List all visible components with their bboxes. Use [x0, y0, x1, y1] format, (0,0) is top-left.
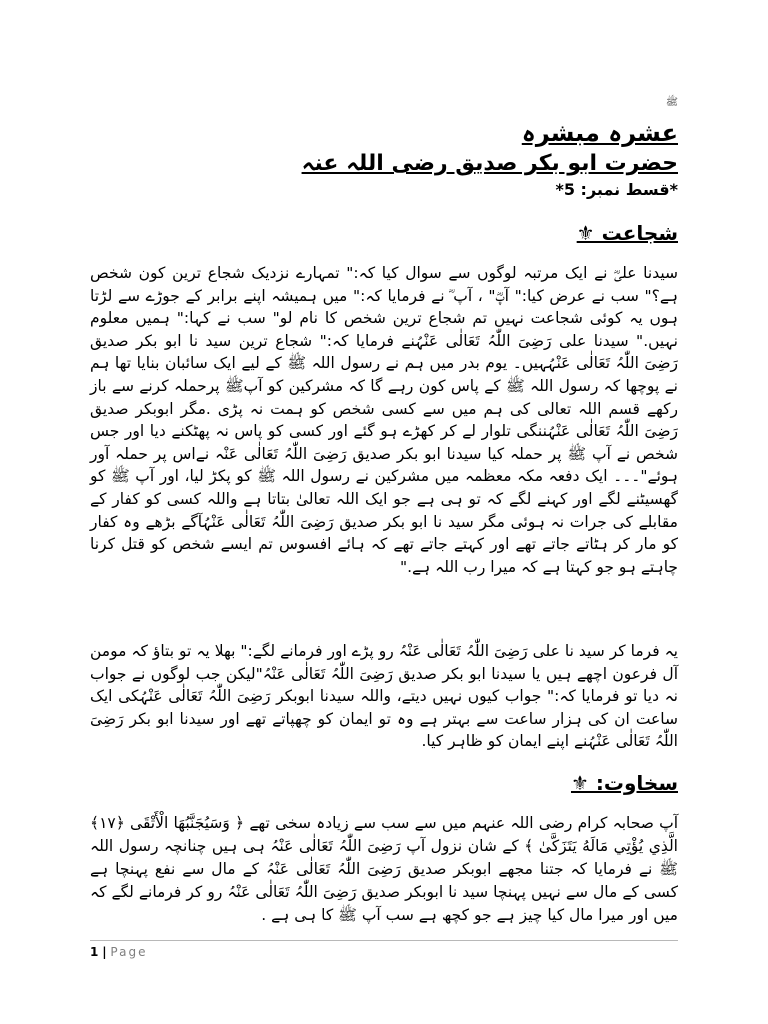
page-footer [90, 940, 678, 959]
bravery-paragraph-2: یہ فرما کر سید نا علی رَضِیَ اللّٰہُ تَعَالٰی عَنْہُ رو پڑے اور فرمانے لگے:" بھلا یہ تو بتاؤ کہ مومن آل فرعون اچھے ہیں یا سیدنا ابو بکر صدیق رَضِیَ اللّٰہُ تَعَالٰی عَنْہُ"لیکن جب لوگوں نے جواب نہ دیا تو فرمایا کہ:" جواب کیوں نہیں دیتے، واللہ سیدنا ابوبکر رَضِیَ اللّٰہُ تَعَالٰی عَنْہُکی ایک ساعت ان کی ہزار ساعت سے بہتر ہے وہ تو ایمان کو چھپاتے تھے اور سیدنا ابو بکر رَضِیَ اللّٰہُ تَعَالٰی عَنْہُنے اپنے ایمان کو ظاہر کیا. [90, 642, 678, 751]
episode-number: *قسط نمبر: 5* [555, 180, 678, 199]
honorific-glyph: ﷺ [665, 97, 678, 108]
document-subtitle: حضرت ابو بکر صدیق رضی اللہ عنہ [301, 151, 678, 176]
section-heading-generosity: سخاوت: ⚜ [570, 771, 678, 795]
document-title: عشرہ مبشرہ [521, 119, 678, 147]
footer-separator: | [102, 945, 107, 959]
section-heading-bravery: شجاعت ⚜ [576, 221, 678, 245]
generosity-paragraph-1: آپ صحابہ کرام رضی اللہ عنہم میں سے سب سے زیادہ سخی تھے ﴿ وَسَيُجَنَّبُهَا الْأَتْقَى ‎﴿١٧﴾‏ الَّذِي يُؤْتِي مَالَهُ يَتَزَكَّىٰ ﴾ کے شان نزول آپ رَضِیَ اللّٰہُ تَعَالٰی عَنْہُ ہی ہیں چنانچہ رسول اللہ ﷺ نے فرمایا کہ جتنا مجھے ابوبکر صدیق رَضِیَ اللّٰہُ تَعَالٰی عَنْہُ کے مال سے نفع پہنچا ہے کسی کے مال سے نہیں پہنچا سید نا ابوبکر صدیق رَضِیَ اللّٰہُ تَعَالٰی عَنْہُ رو کر فرمانے لگے کہ میں اور میرا مال کیا چیز ہے جو کچھ ہے سب آپ ﷺ کا ہی ہے . [90, 814, 678, 924]
bravery-paragraph-1: سیدنا علیؓ نے ایک مرتبہ لوگوں سے سوال کیا کہ:" تمہارے نزدیک شجاع ترین کون شخص ہے؟" سب نے عرض کیا:" آپؓ" ، آپ ؓ نے فرمایا کہ:" میں ہمیشہ اپنے برابر کے جوڑے سے لڑتا ہوں یہ کوئی شجاعت نہیں تم شجاع ترین شخص کا نام لو" سب نے کہا:" ہمیں معلوم نہیں." سیدنا علی رَضِیَ اللّٰہُ تَعَالٰی عَنْہُنے فرمایا کہ:" شجاع ترین سید نا ابو بکر صدیق رَضِیَ اللّٰہُ تَعَالٰی عَنْہُہیں۔ یوم بدر میں ہم نے رسول اللہ ﷺ کے لیے ایک سائبان بنایا تھا ہم نے پوچھا کہ رسول اللہ ﷺ کے پاس کون رہے گا کہ مشرکین کو آپﷺ پرحملہ کرنے سے باز رکھے قسم اللہ تعالی کی ہم میں سے کسی شخص کو ہمت نہ پڑی .مگر ابوبکر صدیق رَضِیَ اللّٰہُ تَعَالٰی عَنْہُننگی تلوار لے کر کھڑے ہو گئے اور کسی کو پاس نہ پھٹکنے دیا اور جس شخص نے آپ ﷺ پر حملہ کیا سیدنا ابو بکر صدیق رَضِیَ اللّٰہُ تَعَالٰی عَنْہ نےاس پر حملہ آور ہوئے"۔۔۔ ایک دفعہ مکہ معظمہ میں مشرکین نے رسول اللہ ﷺ کو پکڑ لیا، اور آپ ﷺ کو گھسیٹنے لگے اور کہنے لگے کہ تو ہی ہے جو ایک اللہ تعالیٰ بتاتا ہے واللہ کسی کو کفار کے مقابلے کی جرات نہ ہوئی مگر سید نا ابو بکر صدیق رَضِیَ اللّٰہُ تَعَالٰی عَنْہُآگے بڑھے وہ کفار کو مار کر ہٹاتے جاتے تھے اور کہتے جاتے تھے کہ ہائے افسوس تم ایسے شخص کو قتل کرنا چاہتے ہو جو کہتا ہے کہ میرا رب اللہ ہے." [90, 264, 678, 576]
page-label: Page [110, 945, 148, 959]
page-number: 1 [90, 945, 99, 959]
